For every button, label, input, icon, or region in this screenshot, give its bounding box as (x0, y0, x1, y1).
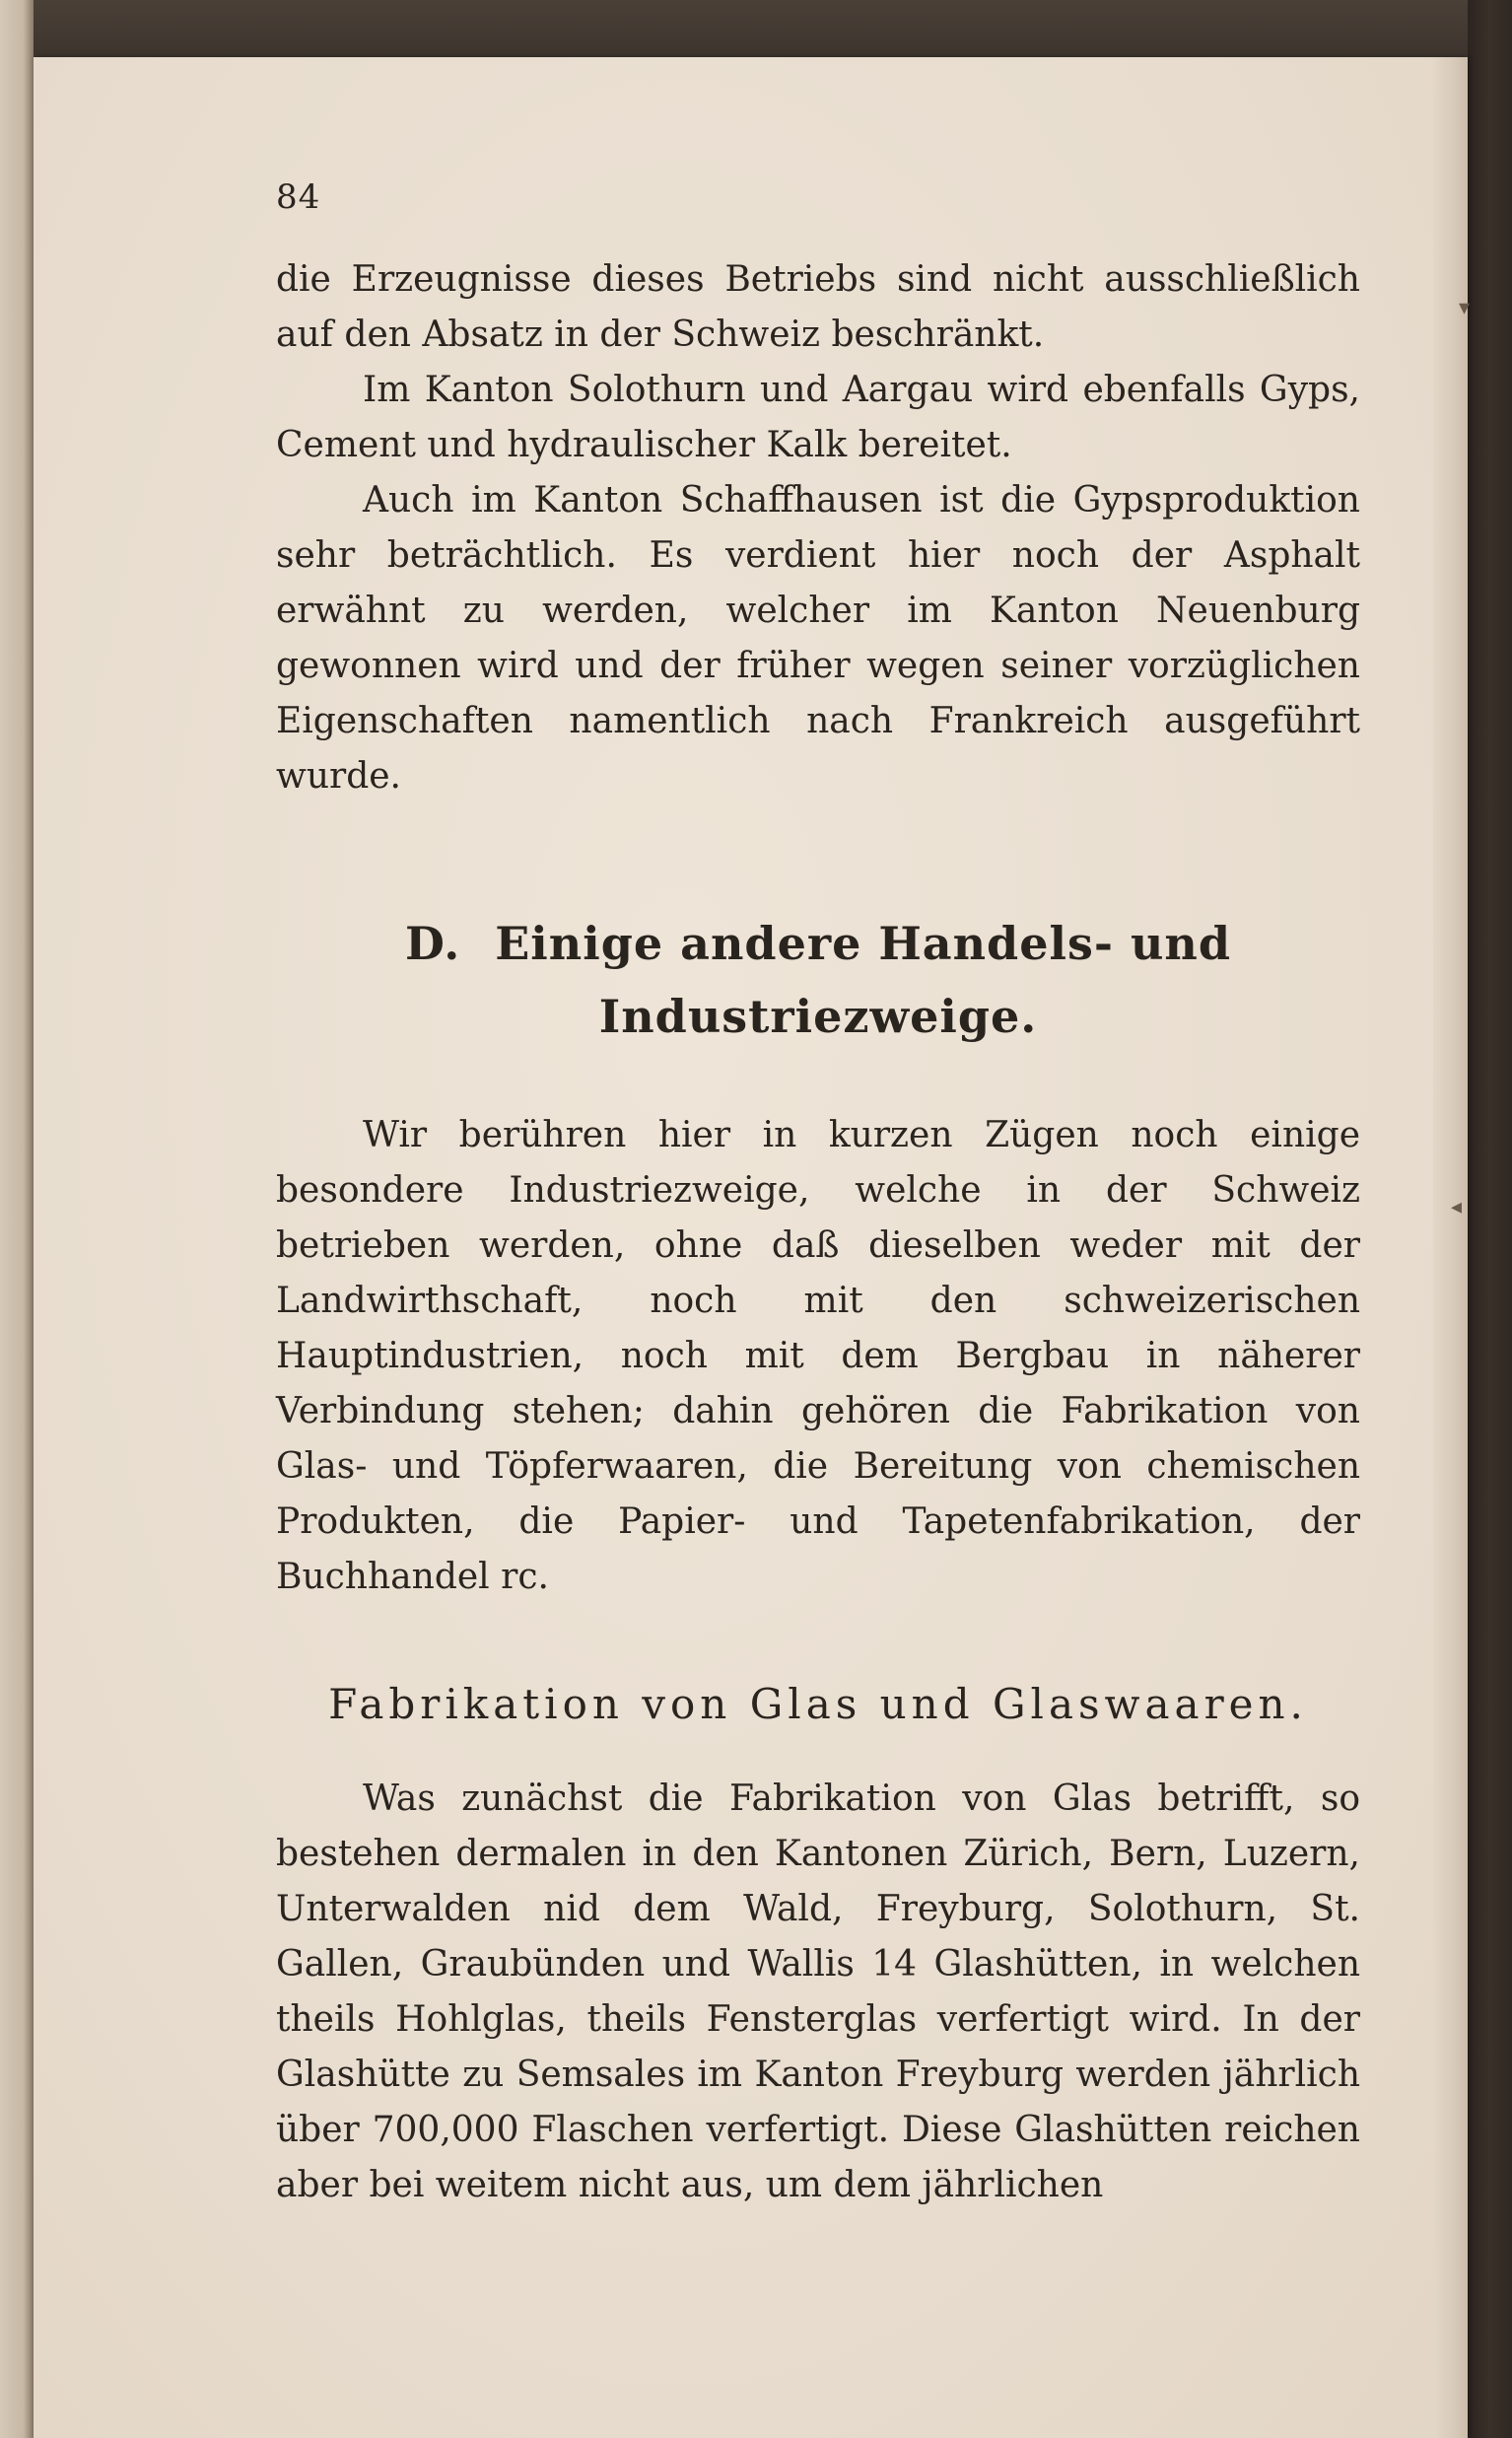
scan-right-edge (1468, 0, 1512, 2438)
paragraph-schaffhausen: Auch im Kanton Schaffhausen ist die Gypsproduktion sehr beträchtlich. Es verdient hier noch der Asphalt erwähnt zu werden, welcher im Kanton Neuenburg gewonnen wird und der früher wegen seiner vorzüglichen Eigenschaften namentlich nach Frankreich ausgeführt wurde. (276, 480, 1360, 797)
scan-top-edge (0, 0, 1512, 57)
paragraph-industries: Wir berühren hier in kurzen Zügen noch einige besondere Industriezweige, welche in der Schweiz betrieben werden, ohne daß dieselben weder mit der Landwirthschaft, noch mit den schweizerischen Hauptindustrien, noch mit dem Bergbau in näherer Verbindung stehen; dahin gehören die Fabrikation von Glas- und Töpferwaaren, die Bereitung von chemischen Produkten, die Papier- und Tapetenfabrikation, der Buchhandel rc. (276, 1115, 1360, 1597)
page-number: 84 (276, 177, 321, 217)
section-heading (276, 907, 1360, 1053)
scan-left-edge (0, 0, 34, 2438)
section-title: Einige andere Handels- und Industriezweige. (495, 917, 1232, 1043)
page-gutter (1433, 57, 1471, 2438)
paragraph-continuation: die Erzeugnisse dieses Betriebs sind nicht ausschließlich auf den Absatz in der Schweiz beschränkt. (276, 259, 1360, 355)
section-letter: D. (404, 917, 461, 970)
paragraph-glass: Was zunächst die Fabrikation von Glas betrifft, so bestehen dermalen in den Kantonen Zürich, Bern, Luzern, Unterwalden nid dem Wald, Freyburg, Solothurn, St. Gallen, Graubünden und Wallis 14 Glashütten, in welchen theils Hohlglas, theils Fensterglas verfertigt wird. In der Glashütte zu Semsales im Kanton Freyburg werden jährlich über 700,000 Flaschen verfertigt. Diese Glashütten reichen aber bei weitem nicht aus, um dem jährlichen (276, 1778, 1360, 2205)
page-text-block (276, 177, 1360, 2213)
margin-speck: ◂ (1451, 1195, 1463, 1219)
margin-speck: ▾ (1459, 296, 1471, 320)
paragraph-solothurn: Im Kanton Solothurn und Aargau wird ebenfalls Gyps, Cement und hydraulischer Kalk bereitet. (276, 370, 1360, 465)
subsection-heading: Fabrikation von Glas und Glaswaaren. (328, 1680, 1308, 1728)
